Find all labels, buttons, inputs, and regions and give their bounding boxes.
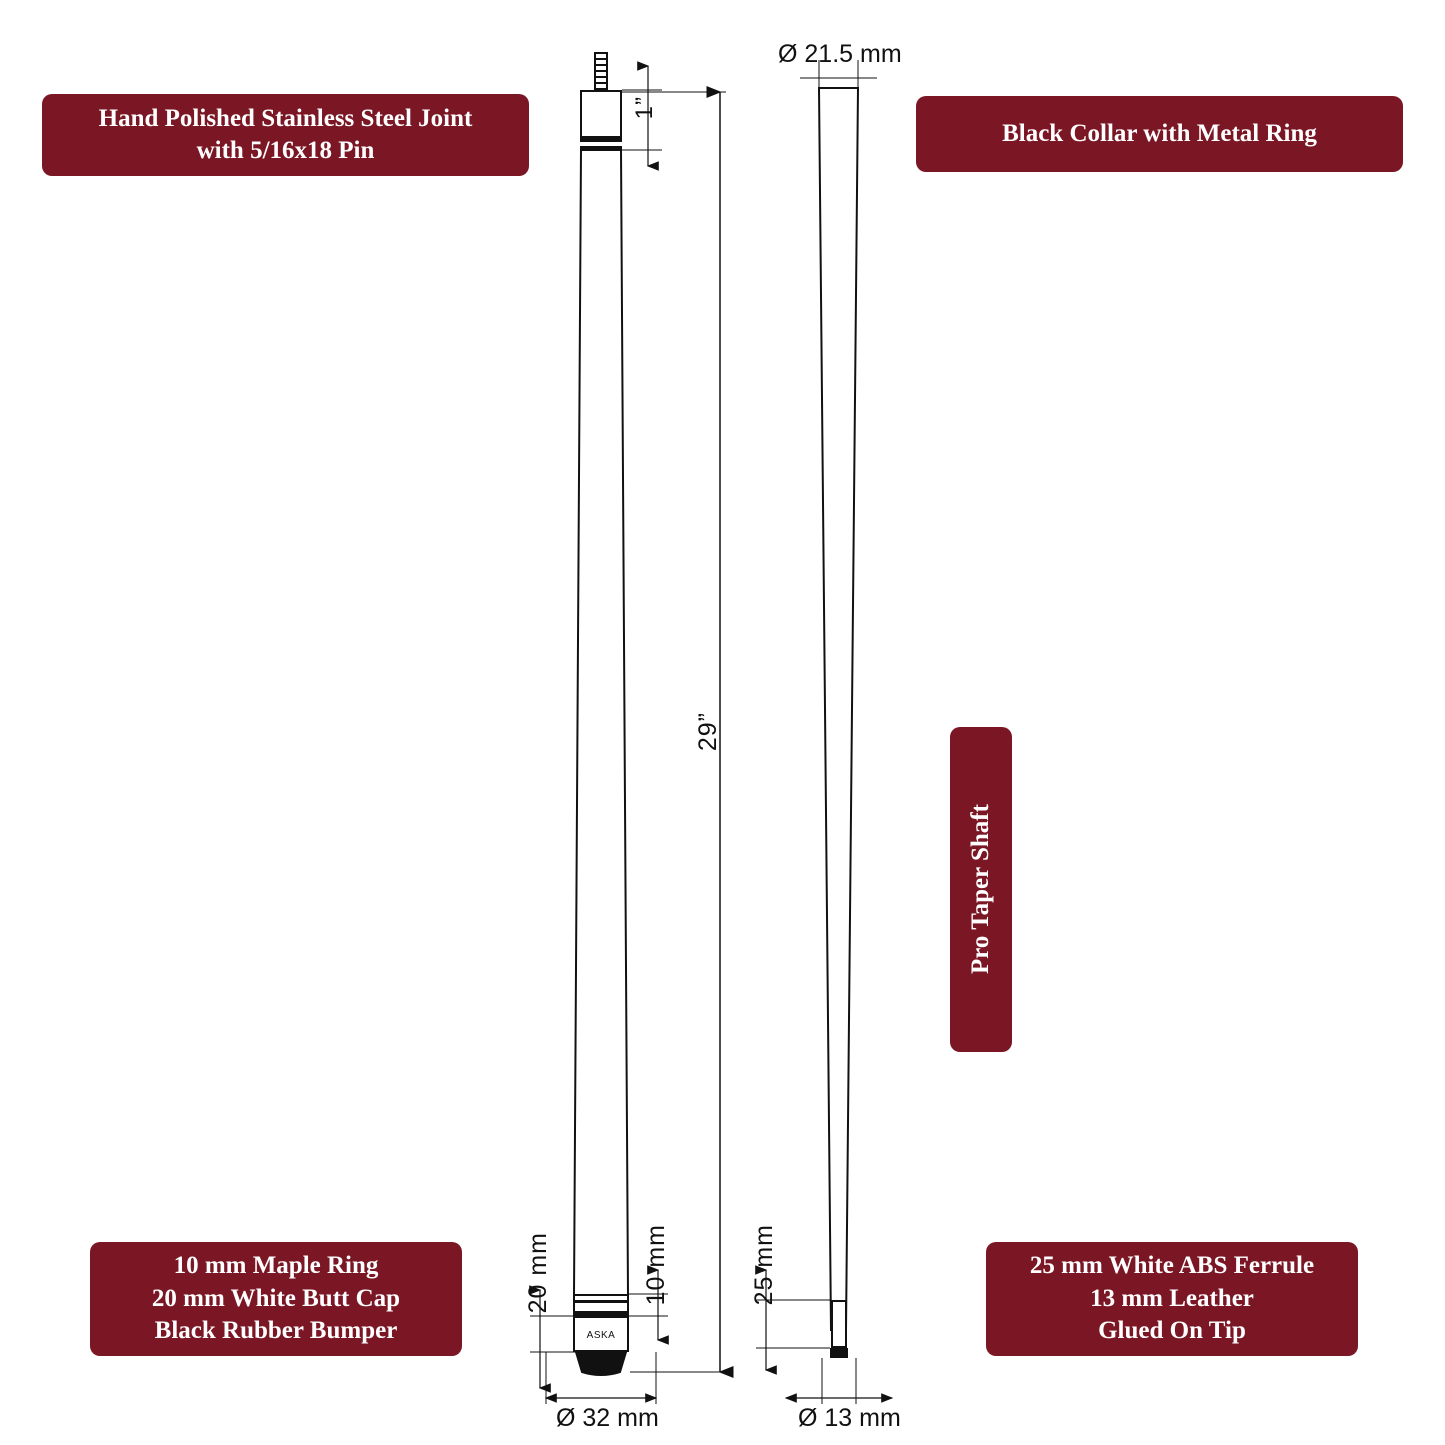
callout-butt-line2: 20 mm White Butt Cap — [151, 1284, 401, 1312]
dim-joint-length: 1” — [631, 96, 658, 120]
callout-taper-label: Pro Taper Shaft — [966, 804, 994, 975]
callout-butt — [90, 1242, 462, 1356]
callout-collar-label: Black Collar with Metal Ring — [1002, 119, 1317, 147]
dim-butt-cap: 20 mm — [524, 1232, 552, 1314]
callout-ferrule-line2: 13 mm Leather — [1090, 1284, 1254, 1312]
dim-shaft-top-diameter: Ø 21.5 mm — [778, 40, 902, 68]
callout-butt-line3: Black Rubber Bumper — [154, 1317, 398, 1345]
butt-cap-brand-label: ASKA — [586, 1330, 616, 1341]
callout-ferrule — [986, 1242, 1358, 1356]
stainless-steel-joint — [580, 90, 622, 138]
dim-maple-ring: 10 mm — [642, 1224, 670, 1306]
joint-black-ring-2 — [580, 146, 622, 150]
callout-collar — [916, 96, 1403, 172]
joint-pin-thread-1 — [594, 58, 608, 60]
callout-joint — [42, 94, 529, 176]
callout-ferrule-line3: Glued On Tip — [1098, 1317, 1246, 1345]
callout-joint-line2: with 5/16x18 Pin — [196, 137, 375, 164]
dim-overall-length: 29” — [694, 712, 722, 752]
callout-pro-taper-shaft — [950, 727, 1012, 1052]
shaft-metal-ring — [819, 99, 858, 103]
dim-ferrule: 25 mm — [750, 1224, 778, 1306]
butt-ring-line-2 — [573, 1311, 629, 1314]
joint-pin-thread-3 — [594, 70, 608, 72]
dim-tip-diameter: Ø 13 mm — [798, 1404, 901, 1432]
joint-black-ring-1 — [580, 136, 622, 142]
leather-tip — [830, 1348, 848, 1358]
callout-joint-line1: Hand Polished Stainless Steel Joint — [98, 104, 473, 132]
joint-pin-thread-4 — [594, 76, 608, 78]
joint-pin-thread-2 — [594, 64, 608, 66]
joint-pin-thread-5 — [594, 82, 608, 84]
callout-ferrule-line1: 25 mm White ABS Ferrule — [1029, 1252, 1315, 1280]
dim-butt-diameter: Ø 32 mm — [556, 1404, 659, 1432]
abs-ferrule — [831, 1300, 847, 1348]
butt-ring-line-1 — [573, 1300, 629, 1303]
shaft-black-collar — [819, 88, 858, 95]
callout-butt-line1: 10 mm Maple Ring — [173, 1252, 379, 1280]
